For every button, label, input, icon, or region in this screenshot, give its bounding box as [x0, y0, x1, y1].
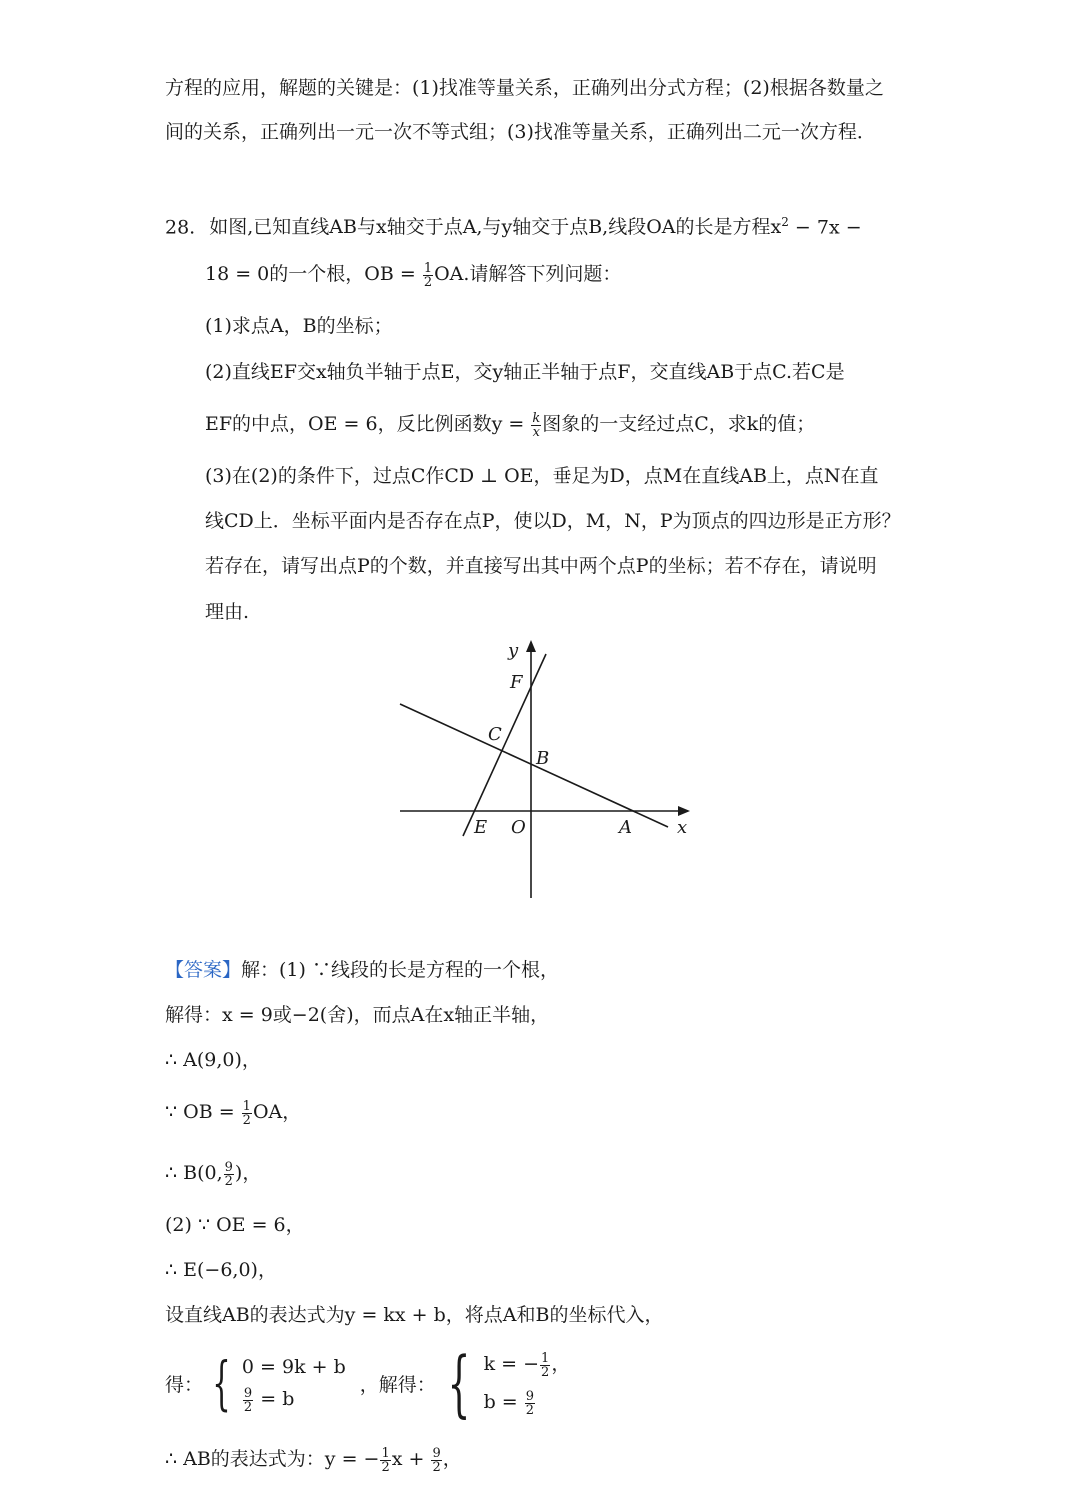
answer-line-7: ∴ E(−6,0)，: [165, 1259, 277, 1281]
part-3-line-3: 若存在，请写出点P的个数，并直接写出其中两个点P的坐标；若不存在，请说明: [205, 555, 877, 577]
answer-text-5b: )，: [234, 1162, 262, 1184]
answer-text-10a: ∴ AB的表达式为：y = −: [165, 1448, 380, 1470]
answer-text-10c: ，: [442, 1448, 462, 1470]
part-3-line-4: 理由.: [205, 601, 250, 623]
system-1-row-1: 0 = 9k + b: [241, 1356, 346, 1378]
question-stem-line-1: [165, 207, 862, 242]
part-2-text-c: 图象的一支经过点C，求k的值；: [542, 413, 816, 435]
question-number: 28.: [165, 216, 196, 239]
question-stem-b: − 7x −: [788, 216, 862, 239]
brace-1: {: [212, 1349, 231, 1417]
answer-text-4a: ∵ OB =: [165, 1101, 241, 1123]
label-y: y: [508, 640, 519, 661]
y-axis-arrow: [526, 640, 536, 652]
x-axis-arrow: [678, 806, 690, 816]
fraction-k-over-x: $\frac{k}{x}$: [532, 410, 541, 440]
system-2-row-2: b = $\frac{9}{2}$: [483, 1388, 535, 1418]
system-2-row-1: k = − $\frac{1}{2}$ ，: [483, 1350, 571, 1380]
question-stem-d: OA.请解答下列问题：: [434, 263, 622, 285]
intro-line-2: 间的关系，正确列出一元一次不等式组；(3)找准等量关系，正确列出二元一次方程．: [165, 121, 876, 143]
answer-line-5: [165, 1158, 261, 1188]
answer-text-9-label: 得：: [165, 1373, 204, 1396]
label-b: B: [536, 748, 550, 769]
answer-text-5a: ∴ B(0,: [165, 1162, 223, 1184]
fraction-one-half: $\frac{1}{2}$: [242, 1098, 251, 1128]
coordinate-figure: [390, 630, 710, 905]
answer-text-4b: OA，: [252, 1101, 302, 1123]
question-stem-a: 如图,已知直线AB与x轴交于点A,与y轴交于点B,线段OA的长是方程x: [209, 216, 782, 239]
label-e: E: [474, 817, 488, 838]
equation-system-1: [203, 1351, 346, 1415]
answer-line-3: ∴ A(9,0)，: [165, 1049, 261, 1071]
label-o: O: [511, 817, 526, 838]
label-f: F: [510, 672, 523, 693]
part-2-line-1: (2)直线EF交x轴负半轴于点E，交y轴正半轴于点F，交直线AB于点C.若C是: [205, 361, 845, 383]
question-stem-exponent: 2: [781, 215, 789, 229]
label-c: C: [488, 724, 502, 745]
answer-text-1: 解：(1) ∵线段的长是方程的一个根，: [241, 959, 559, 981]
answer-line-4: [165, 1097, 301, 1127]
question-stem-line-2: [205, 259, 621, 289]
part-1: (1)求点A，B的坐标；: [205, 315, 393, 337]
system-1-row-2: $\frac{9}{2}$ = b: [243, 1385, 295, 1415]
answer-line-10: ∴ AB的表达式为：y = − $\frac{1}{2}$ x + $\frac{9}{2}$ ，: [165, 1445, 462, 1475]
label-a: A: [619, 817, 632, 838]
part-3-line-2: 线CD上．坐标平面内是否存在点P，使以D，M，N，P为顶点的四边形是正方形？: [205, 510, 901, 532]
part-2-line-2: [205, 409, 815, 439]
line-ef: [463, 654, 546, 836]
answer-tag: 【答案】: [165, 959, 242, 981]
equation-system-2: [436, 1341, 571, 1425]
part-2-text-b: EF的中点，OE = 6，反比例函数y =: [205, 413, 531, 435]
question-stem-c: 18 = 0的一个根，OB =: [205, 263, 422, 285]
fraction-one-half: $\frac{1}{2}$: [423, 260, 433, 290]
answer-text-9-mid: ，解得：: [359, 1373, 436, 1396]
answer-line-1: [165, 955, 559, 985]
answer-text-10b: x +: [391, 1448, 431, 1470]
line-ab: [400, 704, 668, 827]
answer-line-8: 设直线AB的表达式为y = kx + b，将点A和B的坐标代入，: [165, 1304, 664, 1326]
label-x: x: [677, 817, 688, 838]
part-3-line-1: (3)在(2)的条件下，过点C作CD ⊥ OE，垂足为D，点M在直线AB上，点N在直: [205, 465, 879, 487]
answer-line-6: (2) ∵ OE = 6，: [165, 1214, 305, 1236]
answer-line-9: [165, 1341, 571, 1425]
brace-2: {: [447, 1341, 471, 1425]
intro-line-1: 方程的应用，解题的关键是：(1)找准等量关系，正确列出分式方程；(2)根据各数量之: [165, 77, 884, 99]
fraction-nine-halves: $\frac{9}{2}$: [224, 1159, 233, 1189]
answer-line-2: 解得：x = 9或−2(舍)，而点A在x轴正半轴，: [165, 1004, 550, 1026]
